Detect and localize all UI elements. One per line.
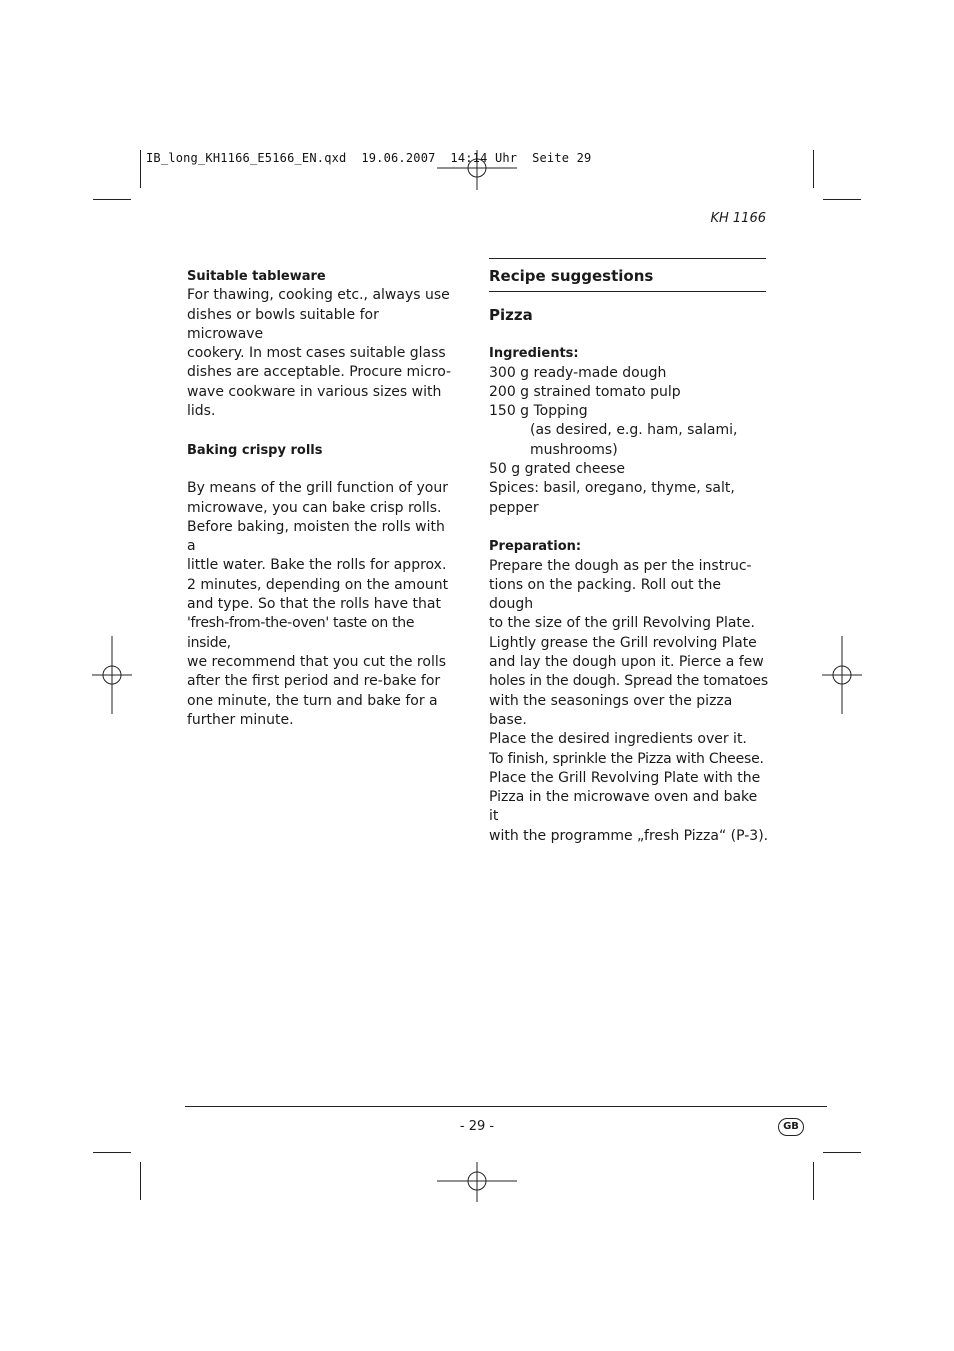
preparation-line: with the programme „fresh Pizza“ (P-3). (489, 827, 769, 844)
preparation-line: tions on the packing. Roll out the dough (489, 576, 721, 613)
crop-mark (813, 150, 814, 188)
model-number: KH 1166 (710, 211, 766, 226)
preparation-line: Place the desired ingredients over it. (489, 731, 747, 748)
section-heading-tableware: Suitable tableware (187, 269, 326, 284)
preparation-label: Preparation: (489, 539, 582, 555)
ingredient-item: 300 g ready-made dough (489, 364, 667, 381)
section-rule-top (489, 258, 766, 259)
text-line: little water. Bake the rolls for approx. (187, 557, 447, 574)
text-line: 'fresh-from-the-oven' taste on the inside, (187, 615, 415, 651)
recipe-title: Pizza (489, 306, 533, 324)
footer-rule (185, 1106, 827, 1107)
registration-mark-icon (822, 636, 862, 714)
ingredient-item: 150 g Topping (489, 403, 588, 420)
text-line: microwave, you can bake crisp rolls. (187, 499, 442, 516)
text-line: cookery. In most cases suitable glass (187, 345, 446, 362)
section-heading-rolls: Baking crispy rolls (187, 442, 323, 458)
text-line: 2 minutes, depending on the amount (187, 576, 449, 593)
text-line: after the first period and re-bake for (187, 673, 441, 690)
left-column (187, 267, 457, 730)
ingredient-item: 50 g grated cheese (489, 461, 625, 478)
topping-note: mushrooms) (530, 441, 618, 458)
text-line: dishes or bowls suitable for microwave (187, 306, 379, 342)
preparation-line: Place the Grill Revolving Plate with the (489, 769, 761, 786)
crop-mark (823, 1152, 861, 1153)
preparation-line: holes in the dough. Spread the tomatoes (489, 673, 768, 690)
text-line: we recommend that you cut the rolls (187, 653, 447, 670)
crop-mark (140, 150, 141, 188)
text-line: dishes are acceptable. Procure micro- (187, 364, 452, 381)
ingredient-item: pepper (489, 499, 539, 516)
page-number: - 29 - (459, 1119, 495, 1134)
registration-mark-icon (437, 1162, 517, 1202)
crop-mark (93, 1152, 131, 1153)
text-line: one minute, the turn and bake for a (187, 692, 438, 709)
crop-mark (813, 1162, 814, 1200)
preparation-line: with the seasonings over the pizza base. (489, 692, 733, 728)
preparation-line: To finish, sprinkle the Pizza with Cheese. (489, 750, 764, 767)
text-line: By means of the grill function of your (187, 480, 448, 497)
preparation-line: to the size of the grill Revolving Plate. (489, 615, 755, 632)
text-line: For thawing, cooking etc., always use (187, 287, 450, 304)
ingredient-item: Spices: basil, oregano, thyme, salt, (489, 480, 735, 497)
text-line: lids. (187, 403, 216, 420)
text-line: further minute. (187, 711, 294, 728)
text-line: wave cookware in various sizes with (187, 383, 442, 400)
topping-note: (as desired, e.g. ham, salami, (530, 422, 738, 439)
section-title: Recipe suggestions (489, 267, 654, 285)
ingredient-item: 200 g strained tomato pulp (489, 383, 681, 400)
crop-mark (140, 1162, 141, 1200)
language-badge: GB (778, 1118, 804, 1136)
text-line: Before baking, moisten the rolls with a (187, 518, 445, 555)
preparation-line: and lay the dough upon it. Pierce a few (489, 654, 764, 671)
crop-mark (93, 199, 131, 200)
crop-mark (823, 199, 861, 200)
print-slug: IB_long_KH1166_E5166_EN.qxd 19.06.2007 14:14 Uhr Seite 29 (146, 151, 592, 165)
preparation-line: Lightly grease the Grill revolving Plate (489, 634, 757, 651)
text-line: and type. So that the rolls have that (187, 596, 441, 613)
right-column (489, 267, 769, 846)
preparation-line: Prepare the dough as per the instruc- (489, 557, 752, 574)
ingredients-label: Ingredients: (489, 346, 579, 362)
registration-mark-icon (92, 636, 132, 714)
preparation-line: Pizza in the microwave oven and bake it (489, 789, 758, 825)
